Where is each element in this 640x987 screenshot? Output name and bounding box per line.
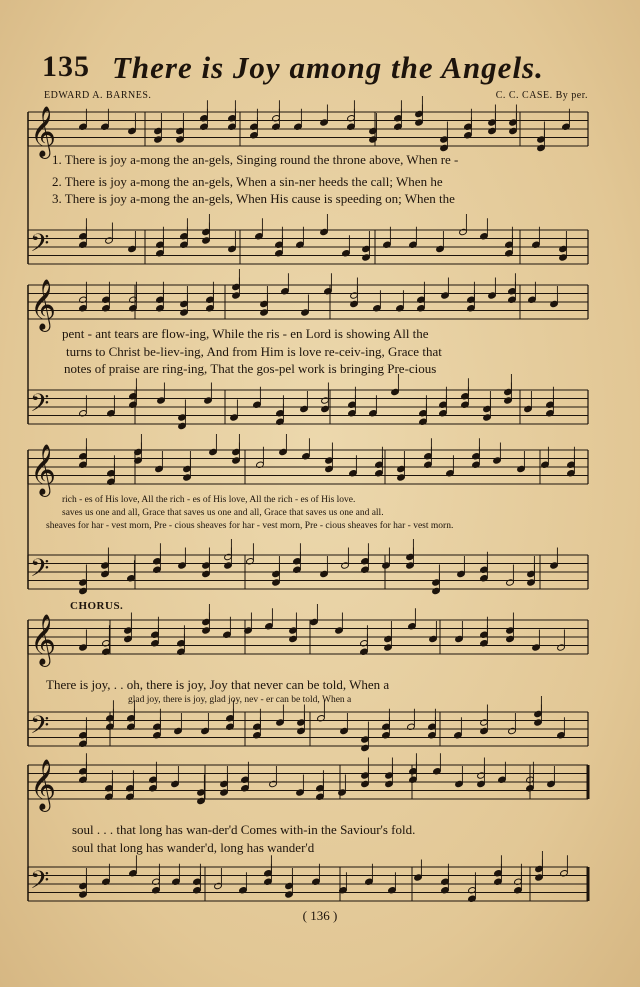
chorus-line1-soprano: There is joy, . . oh, there is joy, Joy that never can be told, When a <box>46 677 390 692</box>
hymn-number: 135 <box>42 50 90 83</box>
chorus-line2-soprano: soul . . . that long has wan-der'd Comes with-in the Saviour's fold. <box>72 822 416 837</box>
chorus-label: CHORUS. <box>70 600 124 612</box>
treble-clef-icon: 𝄞 <box>30 444 57 495</box>
system3-verse2: saves us one and all, Grace that saves us one and all, Grace that saves us one and all. <box>62 508 384 518</box>
system2-verse3: notes of praise are ring-ing, That the gos-pel work is bringing Pre-cious <box>64 361 437 376</box>
treble-clef-icon: 𝄞 <box>30 279 57 330</box>
bass-clef-icon: 𝄢 <box>30 229 50 264</box>
bass-clef-icon: 𝄢 <box>30 389 50 424</box>
chorus-line2-bass: soul that long has wander'd, long has wander'd <box>72 840 315 855</box>
system1-verse2: 2. There is joy a-mong the an-gels, When a sin-ner heeds the call; When he <box>52 174 443 189</box>
hymn-title: There is Joy among the Angels. <box>112 50 544 85</box>
system3-verse1: rich - es of His love, All the rich - es of His love, All the rich - es of His love. <box>62 495 356 505</box>
treble-clef-icon: 𝄞 <box>30 614 57 665</box>
bass-clef-icon: 𝄢 <box>30 711 50 746</box>
system1-verse3: 3. There is joy a-mong the an-gels, When His cause is speeding on; When the <box>52 191 455 206</box>
system2-verse2: turns to Christ be-liev-ing, And from Him is love re-ceiv-ing, Grace that <box>66 344 442 359</box>
bass-clef-icon: 𝄢 <box>30 554 50 589</box>
bass-clef-icon: 𝄢 <box>30 866 50 901</box>
treble-clef-icon: 𝄞 <box>30 106 57 157</box>
system1-verse1: 1. There is joy a-mong the an-gels, Singing round the throne above, When re - <box>52 152 459 167</box>
lyricist-credit: EDWARD A. BARNES. <box>44 90 152 101</box>
system2-verse1: pent - ant tears are flow-ing, While the ris - en Lord is showing All the <box>62 326 429 341</box>
system3-verse3: sheaves for har - vest morn, Pre - cious sheaves for har - vest morn, Pre - cious sheaves for har - vest morn. <box>46 521 454 531</box>
chorus-line1-bass: glad joy, there is joy, glad joy, nev - er can be told, When a <box>128 695 352 705</box>
treble-clef-icon: 𝄞 <box>30 759 57 810</box>
page-number: ( 136 ) <box>302 908 338 923</box>
composer-credit: C. C. CASE. By per. <box>495 90 588 101</box>
